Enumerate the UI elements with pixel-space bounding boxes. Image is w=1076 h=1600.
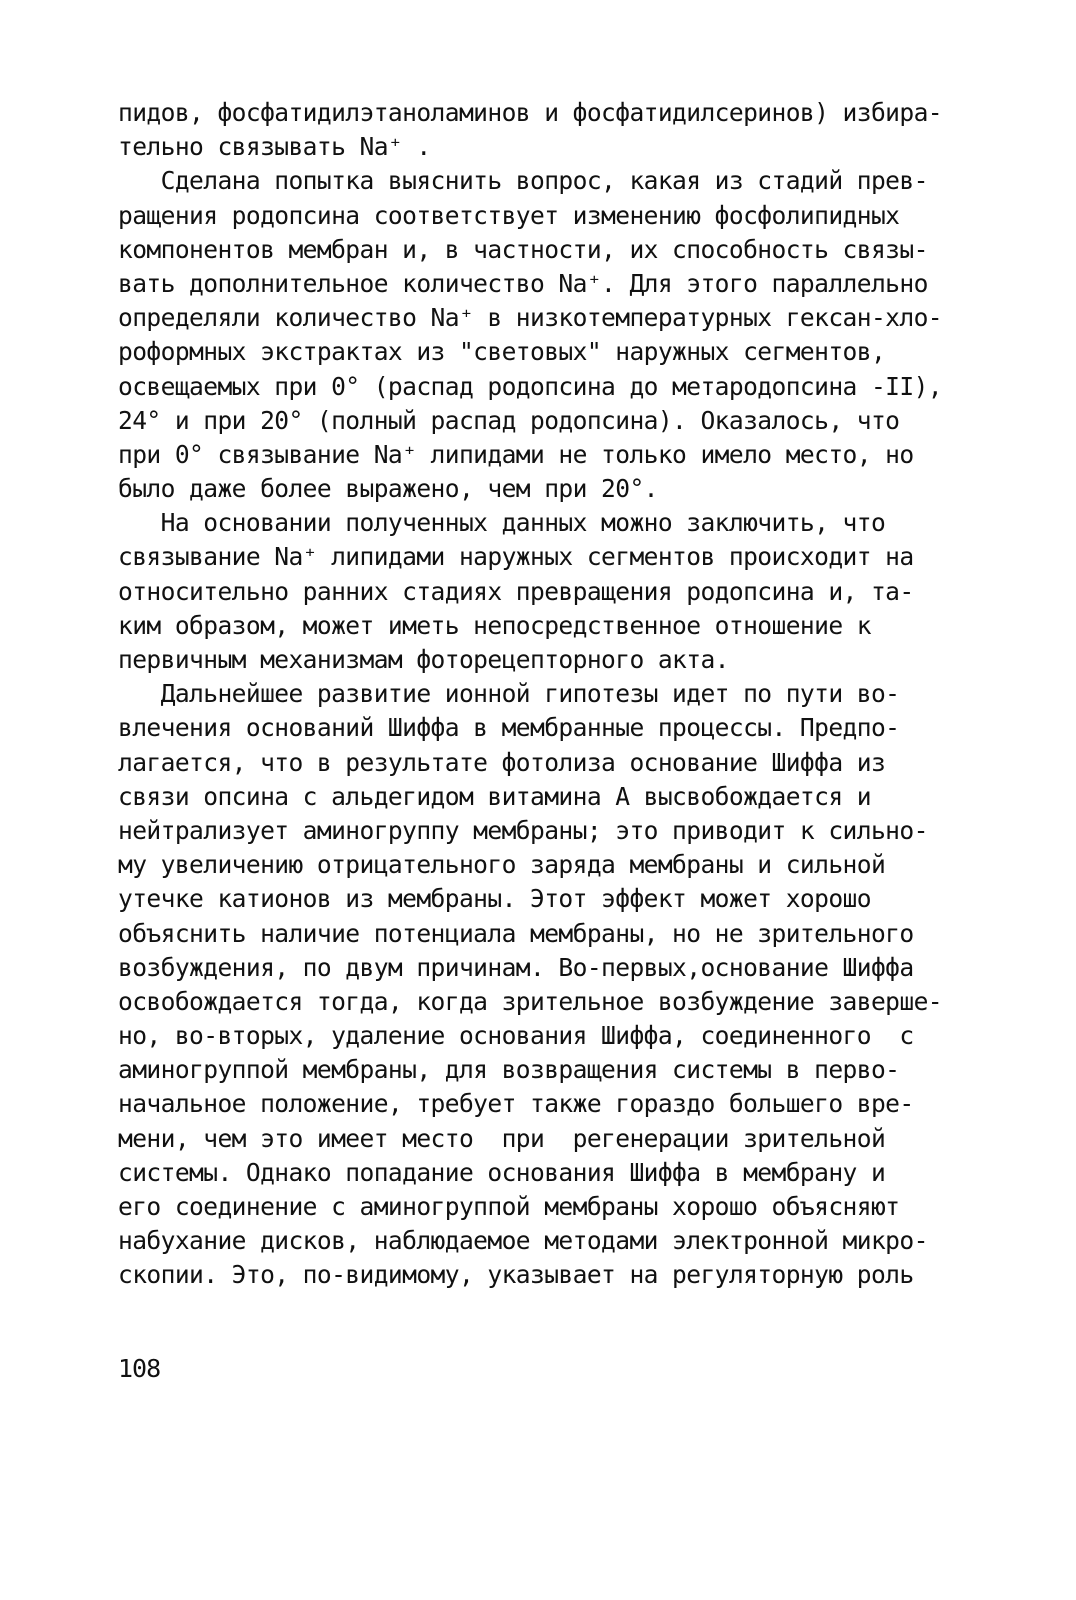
text-line: Дальнейшее развитие ионной гипотезы идет по пути во- bbox=[118, 679, 900, 709]
text-line: системы. Однако попадание основания Шиффа в мембрану и bbox=[118, 1157, 886, 1187]
text-line: но, во-вторых, удаление основания Шиффа, соединенного с bbox=[118, 1021, 914, 1051]
text-line: лагается, что в результате фотолиза основание Шиффа из bbox=[118, 747, 886, 777]
text-line: относительно ранних стадиях превращения родопсина и, та- bbox=[118, 576, 914, 606]
text-line: возбуждения, по двум причинам. Во-первых,основание Шиффа bbox=[118, 952, 914, 982]
text-line: аминогруппой мембраны, для возвращения системы в перво- bbox=[118, 1055, 900, 1085]
text-line: при 0° связывание Na⁺ липидами не только имело место, но bbox=[118, 439, 914, 469]
text-line: освобождается тогда, когда зрительное возбуждение заверше- bbox=[118, 986, 942, 1016]
text-line: компонентов мембран и, в частности, их способность связы- bbox=[118, 234, 928, 264]
text-line: было даже более выражено, чем при 20°. bbox=[118, 474, 658, 504]
text-line: пидов, фосфатидилэтаноламинов и фосфатидилсеринов) избира- bbox=[118, 98, 942, 127]
text-line: тельно связывать Na⁺ . bbox=[118, 132, 431, 162]
text-line: связывание Na⁺ липидами наружных сегментов происходит на bbox=[118, 542, 914, 572]
text-line: набухание дисков, наблюдаемое методами электронной микро- bbox=[118, 1226, 928, 1256]
text-line: определяли количество Na⁺ в низкотемпературных гексан-хло- bbox=[118, 303, 942, 333]
text-line: скопии. Это, по-видимому, указывает на регуляторную роль bbox=[118, 1260, 914, 1290]
page-number: 108 bbox=[118, 1354, 161, 1383]
text-line: нейтрализует аминогруппу мембраны; это приводит к сильно- bbox=[118, 815, 928, 845]
text-line: роформных экстрактах из "световых" наружных сегментов, bbox=[118, 337, 886, 367]
text-line: связи опсина с альдегидом витамина А высвобождается и bbox=[118, 781, 871, 811]
text-line: первичным механизмам фоторецепторного акта. bbox=[118, 645, 729, 674]
text-line: влечения оснований Шиффа в мембранные процессы. Предпо- bbox=[118, 713, 900, 743]
text-line: му увеличению отрицательного заряда мембраны и сильной bbox=[118, 850, 886, 880]
text-line: начальное положение, требует также гораздо большего вре- bbox=[118, 1089, 914, 1119]
text-line: мени, чем это имеет место при регенерации зрительной bbox=[118, 1123, 886, 1153]
text-line: утечке катионов из мембраны. Этот эффект может хорошо bbox=[118, 884, 871, 914]
text-line: объяснить наличие потенциала мембраны, но не зрительного bbox=[118, 918, 914, 948]
text-line: его соединение с аминогруппой мембраны хорошо объясняют bbox=[118, 1192, 900, 1221]
text-line: ким образом, может иметь непосредственное отношение к bbox=[118, 610, 871, 640]
text-line: Сделана попытка выяснить вопрос, какая из стадий прев- bbox=[118, 166, 928, 196]
text-line: На основании полученных данных можно заключить, что bbox=[118, 508, 886, 538]
text-line: 24° и при 20° (полный распад родопсина). Оказалось, что bbox=[118, 405, 900, 435]
text-line: ращения родопсина соответствует изменению фосфолипидных bbox=[118, 200, 900, 230]
text-line: вать дополнительное количество Na⁺. Для этого параллельно bbox=[118, 268, 928, 298]
body-text bbox=[118, 96, 1040, 1293]
text-line: освещаемых при 0° (распад родопсина до метародопсина -II), bbox=[118, 371, 942, 401]
